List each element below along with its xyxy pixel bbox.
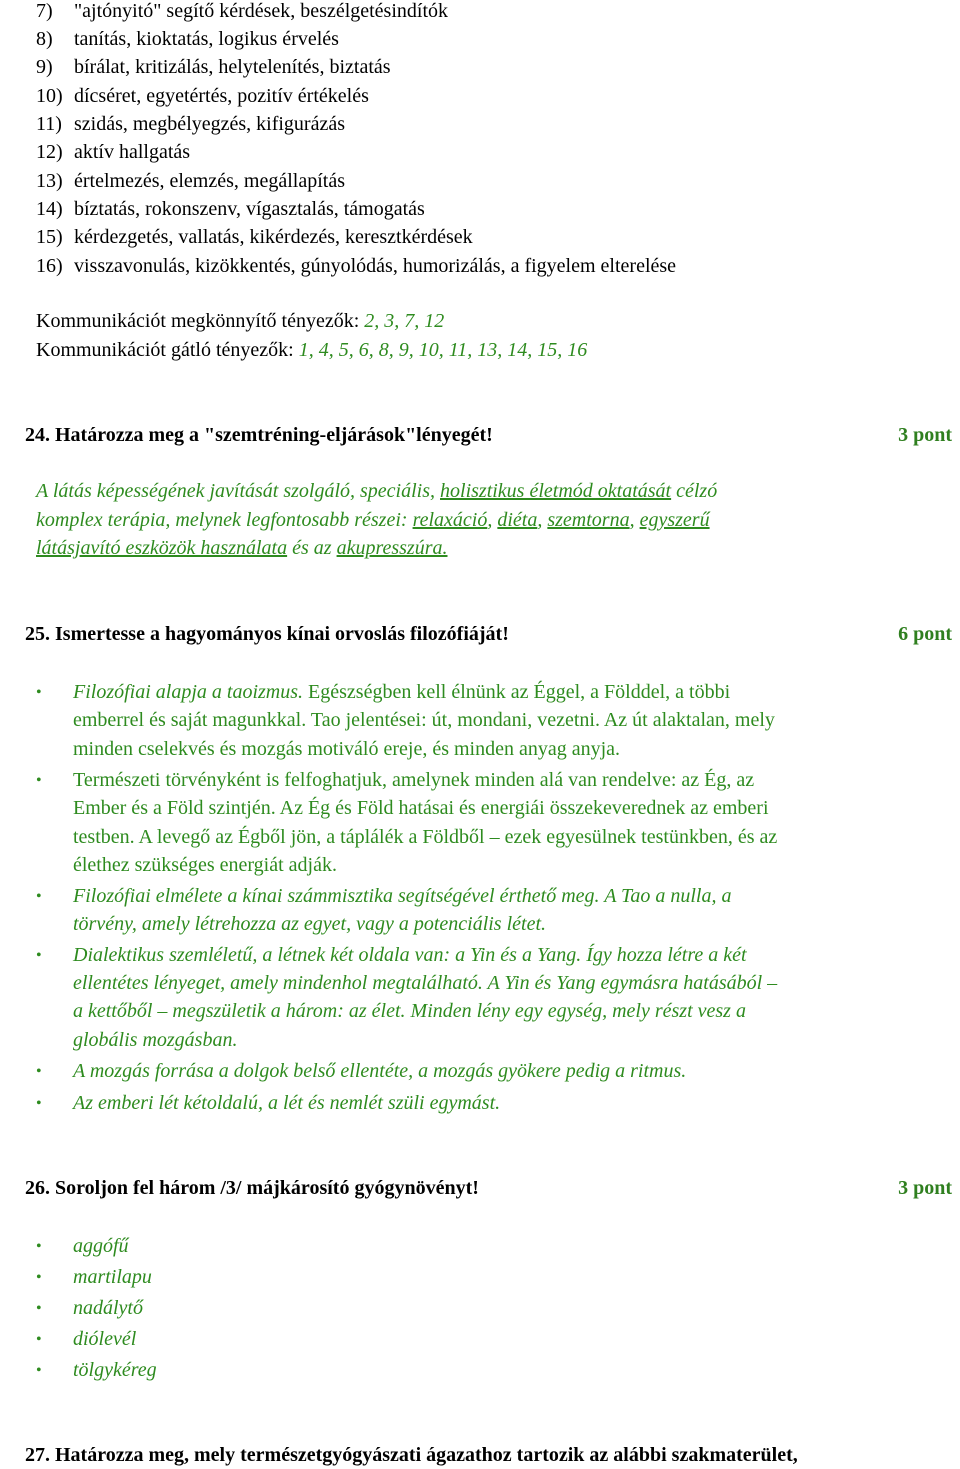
facilitating-label: Kommunikációt megkönnyítő tényezők: [36,310,360,332]
list-item: nadálytő [73,1297,143,1319]
facilitating-value: 2, 3, 7, 12 [364,310,445,332]
q24-answer-line-3: látásjavító eszközök használata és az akupresszúra. [36,537,448,559]
q25-b5-line-1: A mozgás forrása a dolgok belső ellentéte, a mozgás gyökere pedig a ritmus. [73,1060,687,1082]
q25-b4-line-1: Dialektikus szemléletű, a létnek két oldala van: a Yin és a Yang. Így hozza létre a két [73,944,747,966]
question-24: 24. Határozza meg a "szemtréning-eljárások"lényegét! [25,424,493,446]
q25-b4-line-2: ellentétes lényeget, amely mindenhol megtalálható. A Yin és Yang egymásra hatásából – [73,972,778,994]
list-item: tölgykéreg [73,1359,157,1381]
bullet-icon: • [36,1300,42,1317]
list-item: aggófű [73,1235,129,1257]
question-26: 26. Soroljon fel három /3/ májkárosító gyógynövényt! [25,1177,479,1199]
q24-answer-line-1: A látás képességének javítását szolgáló, speciális, holisztikus életmód oktatását célzó [36,480,718,502]
q26-points: 3 pont [898,1177,952,1199]
q25-b2-line-4: élethez szükséges energiát adják. [73,854,337,876]
q25-b3-line-1: Filozófiai elmélete a kínai számmisztika segítségével érthető meg. A Tao a nulla, a [73,885,732,907]
inhibiting-value: 1, 4, 5, 6, 8, 9, 10, 11, 13, 14, 15, 16 [298,339,588,361]
question-25: 25. Ismertesse a hagyományos kínai orvoslás filozófiáját! [25,623,509,645]
q25-b1-line-2: emberrel és saját magunkkal. Tao jelentései: út, mondani, vezetni. Az út alaktalan, mely [73,709,775,731]
q25-b2-line-1: Természeti törvényként is felfoghatjuk, amelynek minden alá van rendelve: az Ég, az [73,769,755,791]
bullet-icon: • [36,1238,42,1255]
list-item: diólevél [73,1328,137,1350]
facilitating-factors [36,308,444,334]
q24-points: 3 pont [898,424,952,446]
bullet-icon: • [36,1269,42,1286]
q25-b2-line-3: testben. A levegő az Égből jön, a táplálék a Földből – ezek egyesülnek testünkben, és az [73,826,778,848]
q25-b1-line-1: Filozófiai alapja a taoizmus. Egészségben kell élnünk az Éggel, a Földdel, a többi [73,681,731,703]
q25-points: 6 pont [898,623,952,645]
bullet-icon: • [36,1063,42,1080]
list-item: 8) tanítás, kioktatás, logikus érvelés [36,28,339,50]
bullet-icon: • [36,1095,42,1112]
list-item: 14) bíztatás, rokonszenv, vígasztalás, támogatás [36,198,425,220]
q24-answer-line-2: komplex terápia, melynek legfontosabb részei: relaxáció, diéta, szemtorna, egyszerű [36,509,710,531]
bullet-icon: • [36,888,42,905]
q25-b3-line-2: törvény, amely létrehozza az egyet, vagy a potenciális létet. [73,913,547,935]
q25-b4-line-3: a kettőből – megszületik a három: az élet. Minden lény egy egység, mely részt vesz a [73,1000,746,1022]
list-item: 9) bírálat, kritizálás, helytelenítés, biztatás [36,56,391,78]
bullet-icon: • [36,1362,42,1379]
bullet-icon: • [36,1331,42,1348]
list-item: 15) kérdezgetés, vallatás, kikérdezés, keresztkérdések [36,226,473,248]
list-item: 7) "ajtónyitó" segítő kérdések, beszélgetésindítók [36,0,449,22]
inhibiting-label: Kommunikációt gátló tényezők: [36,339,294,361]
list-item: 13) értelmezés, elemzés, megállapítás [36,170,345,192]
q25-b1-line-3: minden cselekvés és mozgás motiváló ereje, és minden anyag anyja. [73,738,621,760]
bullet-icon: • [36,684,42,701]
list-item: 10) dícséret, egyetértés, pozitív értékelés [36,85,369,107]
q25-b4-line-4: globális mozgásban. [73,1029,238,1051]
bullet-icon: • [36,772,42,789]
list-item: martilapu [73,1266,152,1288]
inhibiting-factors [36,337,587,363]
q25-b6-line-1: Az emberi lét kétoldalú, a lét és nemlét szüli egymást. [73,1092,501,1114]
list-item: 11) szidás, megbélyegzés, kifigurázás [36,113,346,135]
q25-b2-line-2: Ember és a Föld szintjén. Az Ég és Föld hatásai és energiái összekeverednek az emberi [73,797,769,819]
bullet-icon: • [36,947,42,964]
list-item: 12) aktív hallgatás [36,141,191,163]
question-27: 27. Határozza meg, mely természetgyógyászati ágazathoz tartozik az alábbi szakmaterület, [25,1444,798,1466]
list-item: 16) visszavonulás, kizökkentés, gúnyolódás, humorizálás, a figyelem elterelése [36,255,677,277]
